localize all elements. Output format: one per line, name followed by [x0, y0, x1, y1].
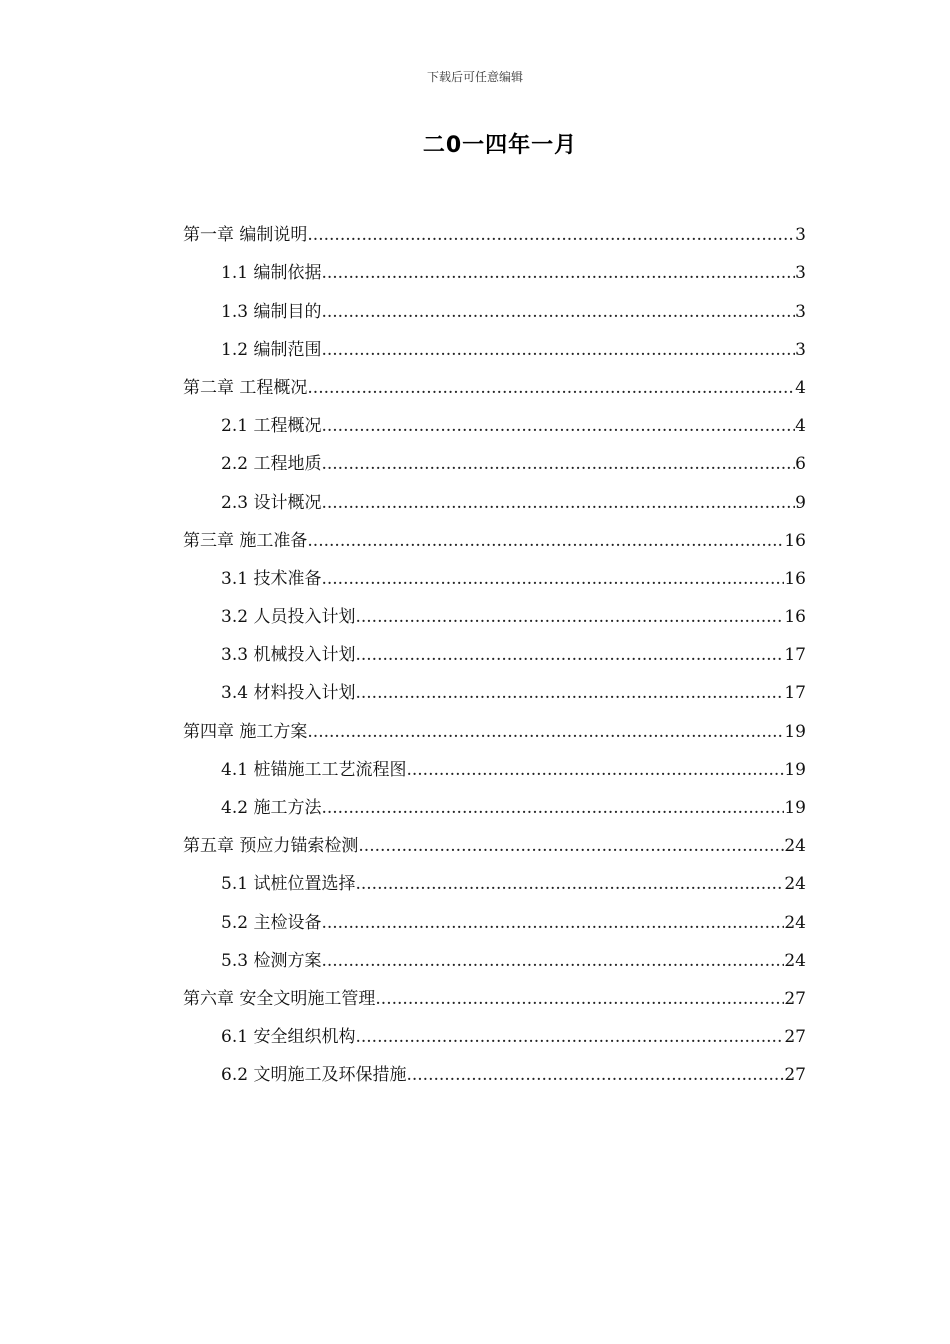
- toc-dot-leader: [321, 254, 795, 292]
- toc-entry-page-number: 16: [784, 568, 806, 589]
- toc-entry[interactable]: [183, 1018, 806, 1056]
- toc-entry-page-number: 24: [784, 950, 806, 971]
- toc-dot-leader: [321, 904, 784, 942]
- toc-entry-label: 第六章 安全文明施工管理: [183, 988, 376, 1009]
- toc-entry-page-number: 3: [795, 225, 806, 246]
- toc-entry[interactable]: [183, 980, 806, 1018]
- toc-dot-leader: [355, 865, 784, 903]
- toc-entry-label: 2.2 工程地质: [221, 454, 322, 475]
- toc-entry-page-number: 27: [784, 1027, 806, 1048]
- toc-dot-leader: [406, 1056, 784, 1094]
- toc-dot-leader: [321, 942, 784, 980]
- toc-entry-label: 5.3 检测方案: [221, 950, 322, 971]
- toc-entry-page-number: 19: [784, 721, 806, 742]
- toc-entry[interactable]: [183, 942, 806, 980]
- toc-entry-label: 第二章 工程概况: [183, 377, 308, 398]
- toc-entry[interactable]: [183, 865, 806, 903]
- toc-dot-leader: [355, 636, 784, 674]
- toc-entry-label: 5.2 主检设备: [221, 912, 322, 933]
- toc-entry-label: 4.2 施工方法: [221, 798, 322, 818]
- toc-dot-leader: [307, 713, 784, 751]
- toc-entry-label: 1.1 编制依据: [221, 263, 322, 284]
- toc-dot-leader: [307, 216, 795, 254]
- toc-dot-leader: [321, 560, 784, 598]
- toc-entry[interactable]: [183, 751, 806, 789]
- toc-entry-label: 4.1 桩锚施工工艺流程图: [221, 759, 407, 780]
- toc-entry-page-number: 9: [795, 492, 806, 513]
- toc-dot-leader: [321, 331, 795, 369]
- toc-entry-label: 第四章 施工方案: [183, 721, 308, 742]
- toc-dot-leader: [321, 484, 795, 522]
- page-header-note: 下载后可任意编辑: [426, 70, 523, 84]
- toc-entry-page-number: 27: [784, 1065, 806, 1086]
- toc-entry-page-number: 4: [795, 377, 806, 398]
- toc-entry-label: 第一章 编制说明: [183, 225, 308, 246]
- toc-dot-leader: [355, 674, 784, 712]
- toc-entry[interactable]: [183, 369, 806, 407]
- toc-entry[interactable]: [183, 254, 806, 292]
- toc-entry-label: 第三章 施工准备: [183, 530, 308, 551]
- toc-entry-page-number: 24: [784, 912, 806, 933]
- table-of-contents: [183, 216, 806, 1094]
- toc-dot-leader: [321, 293, 795, 331]
- toc-entry-label: 6.2 文明施工及环保措施: [221, 1065, 407, 1086]
- toc-entry[interactable]: [183, 712, 806, 750]
- toc-dot-leader: [321, 445, 795, 483]
- toc-entry-label: 3.2 人员投入计划: [221, 607, 356, 628]
- toc-dot-leader: [307, 369, 795, 407]
- toc-entry-label: 2.3 设计概况: [221, 492, 322, 513]
- toc-entry-page-number: 27: [784, 988, 806, 1009]
- toc-entry-label: 3.3 机械投入计划: [221, 645, 356, 666]
- toc-entry-page-number: 3: [795, 263, 806, 284]
- toc-entry[interactable]: [183, 1056, 806, 1094]
- toc-entry-page-number: 19: [784, 798, 806, 818]
- toc-entry[interactable]: [183, 331, 806, 369]
- toc-dot-leader: [358, 827, 784, 865]
- toc-dot-leader: [406, 751, 784, 789]
- toc-entry[interactable]: [183, 216, 806, 254]
- toc-entry[interactable]: [183, 636, 806, 674]
- toc-dot-leader: [355, 598, 784, 636]
- toc-entry-label: 5.1 试桩位置选择: [221, 874, 356, 895]
- toc-entry[interactable]: [183, 560, 806, 598]
- toc-dot-leader: [375, 980, 784, 1018]
- toc-entry-page-number: 16: [784, 530, 806, 551]
- toc-dot-leader: [355, 1018, 784, 1056]
- toc-entry-page-number: 3: [795, 339, 806, 360]
- toc-entry-page-number: 3: [795, 301, 806, 322]
- toc-entry-label: 1.3 编制目的: [221, 301, 322, 322]
- toc-entry-page-number: 24: [784, 874, 806, 895]
- toc-entry[interactable]: [183, 827, 806, 865]
- toc-entry-page-number: 17: [784, 645, 806, 666]
- toc-dot-leader: [321, 407, 795, 445]
- toc-entry-page-number: 17: [784, 683, 806, 704]
- toc-dot-leader: [321, 789, 784, 827]
- toc-entry-label: 3.4 材料投入计划: [221, 683, 356, 704]
- toc-entry-page-number: 4: [795, 416, 806, 437]
- toc-entry-page-number: 19: [784, 759, 806, 780]
- toc-entry-label: 2.1 工程概况: [221, 416, 322, 437]
- toc-entry[interactable]: [183, 674, 806, 712]
- toc-entry-label: 1.2 编制范围: [221, 339, 322, 360]
- toc-entry-label: 6.1 安全组织机构: [221, 1027, 356, 1048]
- toc-entry-page-number: 24: [784, 836, 806, 857]
- toc-entry-label: 3.1 技术准备: [221, 568, 322, 589]
- toc-entry-page-number: 6: [795, 454, 806, 475]
- toc-entry[interactable]: [183, 789, 806, 827]
- toc-entry[interactable]: [183, 407, 806, 445]
- document-date-title: 二0一四年一月: [422, 133, 578, 158]
- toc-entry[interactable]: [183, 598, 806, 636]
- toc-entry[interactable]: [183, 445, 806, 483]
- toc-entry[interactable]: [183, 903, 806, 941]
- toc-entry[interactable]: [183, 522, 806, 560]
- toc-entry[interactable]: [183, 483, 806, 521]
- toc-entry-page-number: 16: [784, 607, 806, 628]
- toc-entry[interactable]: [183, 292, 806, 330]
- toc-dot-leader: [307, 522, 784, 560]
- toc-entry-label: 第五章 预应力锚索检测: [183, 836, 359, 857]
